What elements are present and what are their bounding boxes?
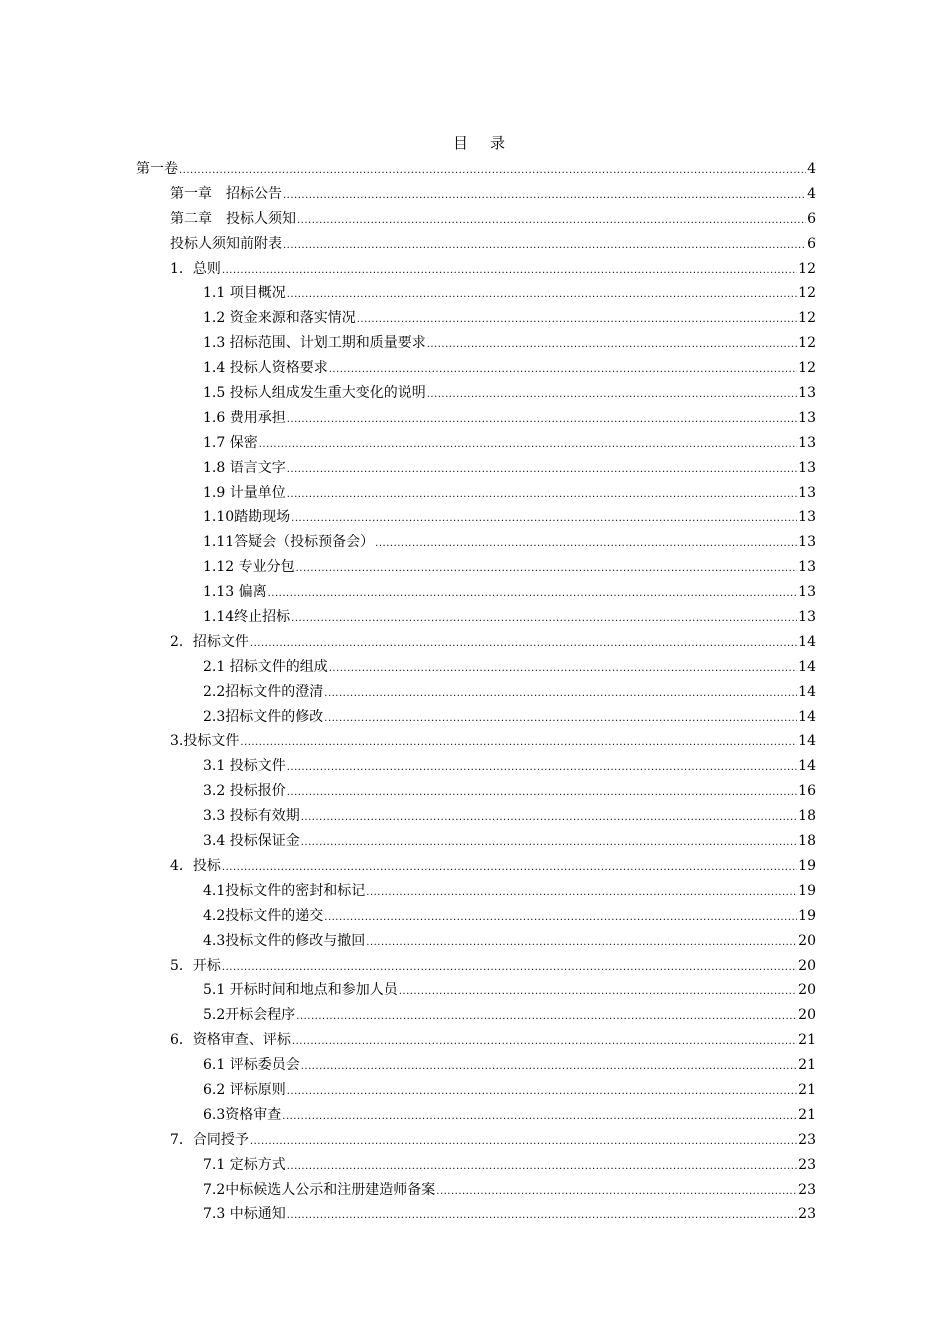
toc-dot-leader bbox=[329, 657, 797, 682]
toc-entry[interactable] bbox=[136, 754, 816, 779]
toc-entry[interactable] bbox=[136, 1078, 816, 1103]
toc-entry-label: 6．资格审查、评标 bbox=[170, 1032, 291, 1049]
toc-entry-page-number: 21 bbox=[798, 1081, 816, 1098]
toc-entry-label: 3.投标文件 bbox=[170, 733, 240, 750]
toc-entry-page-number: 21 bbox=[798, 1057, 816, 1074]
toc-dot-leader bbox=[427, 333, 797, 358]
toc-entry[interactable] bbox=[136, 1003, 816, 1028]
toc-entry[interactable] bbox=[136, 456, 816, 481]
toc-entry-label: 7．合同授予 bbox=[170, 1131, 249, 1148]
toc-entry-page-number: 13 bbox=[798, 484, 816, 501]
toc-entry-page-number: 19 bbox=[798, 907, 816, 924]
toc-entry-label: 1.10踏勘现场 bbox=[203, 509, 291, 526]
toc-entry[interactable] bbox=[136, 331, 816, 356]
toc-entry-page-number: 13 bbox=[798, 409, 816, 426]
toc-dot-leader bbox=[250, 632, 797, 657]
toc-entry[interactable] bbox=[136, 978, 816, 1003]
toc-entry[interactable] bbox=[136, 431, 816, 456]
toc-entry-label: 1.5 投标人组成发生重大变化的说明 bbox=[203, 385, 426, 402]
toc-entry-label: 5．开标 bbox=[170, 957, 221, 974]
toc-entry-page-number: 14 bbox=[798, 708, 816, 725]
toc-dot-leader bbox=[301, 1055, 797, 1080]
toc-entry-page-number: 13 bbox=[798, 509, 816, 526]
toc-entry-label: 1.3 招标范围、计划工期和质量要求 bbox=[203, 335, 426, 352]
toc-entry[interactable] bbox=[136, 381, 816, 406]
toc-entry[interactable] bbox=[136, 257, 816, 282]
toc-dot-leader bbox=[375, 532, 797, 557]
toc-entry-page-number: 14 bbox=[798, 683, 816, 700]
toc-entry-page-number: 13 bbox=[798, 385, 816, 402]
toc-entry[interactable] bbox=[136, 854, 816, 879]
toc-dot-leader bbox=[324, 682, 797, 707]
toc-dot-leader bbox=[222, 259, 797, 284]
toc-entry-label: 4.1投标文件的密封和标记 bbox=[203, 882, 366, 899]
toc-entry-label: 2．招标文件 bbox=[170, 633, 249, 650]
toc-dot-leader bbox=[287, 1155, 797, 1180]
toc-entry[interactable] bbox=[136, 680, 816, 705]
toc-entry-page-number: 19 bbox=[798, 857, 816, 874]
toc-entry[interactable] bbox=[136, 481, 816, 506]
toc-entry-label: 1.13 偏离 bbox=[203, 584, 267, 601]
toc-entry-label: 第一章 招标公告 bbox=[170, 185, 282, 202]
toc-entry-label: 3.1 投标文件 bbox=[203, 758, 286, 775]
toc-entry-label: 1.4 投标人资格要求 bbox=[203, 360, 328, 377]
toc-entry[interactable] bbox=[136, 306, 816, 331]
toc-dot-leader bbox=[297, 209, 806, 234]
toc-entry-page-number: 20 bbox=[798, 932, 816, 949]
toc-dot-leader bbox=[222, 856, 797, 881]
toc-dot-leader bbox=[324, 707, 797, 732]
toc-entry[interactable] bbox=[136, 904, 816, 929]
toc-entry[interactable] bbox=[136, 281, 816, 306]
toc-dot-leader bbox=[287, 1080, 797, 1105]
toc-entry-label: 1.12 专业分包 bbox=[203, 559, 295, 576]
toc-entry[interactable] bbox=[136, 779, 816, 804]
toc-entry[interactable] bbox=[136, 232, 816, 257]
toc-entry-page-number: 13 bbox=[798, 534, 816, 551]
toc-entry-page-number: 23 bbox=[798, 1131, 816, 1148]
toc-entry-page-number: 21 bbox=[798, 1032, 816, 1049]
toc-entry-label: 1.2 资金来源和落实情况 bbox=[203, 310, 356, 327]
toc-entry-page-number: 23 bbox=[798, 1206, 816, 1223]
toc-entry-label: 4.2投标文件的递交 bbox=[203, 907, 324, 924]
toc-dot-leader bbox=[282, 1105, 797, 1130]
toc-entry-page-number: 4 bbox=[807, 185, 816, 202]
toc-entry[interactable] bbox=[136, 1178, 816, 1203]
toc-entry-label: 4.3投标文件的修改与撤回 bbox=[203, 932, 366, 949]
toc-entry-label: 3.4 投标保证金 bbox=[203, 833, 300, 850]
toc-entry[interactable] bbox=[136, 655, 816, 680]
toc-entry-label: 7.1 定标方式 bbox=[203, 1156, 286, 1173]
toc-entry-label: 2.1 招标文件的组成 bbox=[203, 658, 328, 675]
toc-entry[interactable] bbox=[136, 1028, 816, 1053]
toc-dot-leader bbox=[366, 881, 797, 906]
toc-dot-leader bbox=[436, 1180, 797, 1205]
toc-entry-label: 1.8 语言文字 bbox=[203, 459, 286, 476]
toc-dot-leader bbox=[287, 781, 797, 806]
toc-entry[interactable] bbox=[136, 182, 816, 207]
toc-entry[interactable] bbox=[136, 530, 816, 555]
toc-entry[interactable] bbox=[136, 157, 816, 182]
toc-dot-leader bbox=[179, 159, 806, 184]
toc-dot-leader bbox=[296, 1005, 797, 1030]
toc-entry[interactable] bbox=[136, 1202, 816, 1227]
toc-entry-page-number: 14 bbox=[798, 733, 816, 750]
toc-entry-page-number: 20 bbox=[798, 957, 816, 974]
toc-entry-label: 6.3资格审查 bbox=[203, 1106, 282, 1123]
toc-entry-label: 1.14终止招标 bbox=[203, 609, 291, 626]
toc-entry-page-number: 21 bbox=[798, 1106, 816, 1123]
toc-entry[interactable] bbox=[136, 605, 816, 630]
toc-entry-page-number: 14 bbox=[798, 633, 816, 650]
toc-entry[interactable] bbox=[136, 406, 816, 431]
toc-entry-page-number: 18 bbox=[798, 833, 816, 850]
toc-entry-label: 1．总则 bbox=[170, 260, 221, 277]
toc-entry-label: 6.2 评标原则 bbox=[203, 1081, 286, 1098]
toc-entry[interactable] bbox=[136, 505, 816, 530]
toc-entry[interactable] bbox=[136, 929, 816, 954]
toc-dot-leader bbox=[240, 731, 797, 756]
toc-dot-leader bbox=[427, 383, 797, 408]
toc-dot-leader bbox=[287, 283, 797, 308]
toc-entry[interactable] bbox=[136, 207, 816, 232]
toc-entry-page-number: 16 bbox=[798, 783, 816, 800]
toc-dot-leader bbox=[301, 831, 797, 856]
toc-entry-label: 投标人须知前附表 bbox=[170, 235, 282, 252]
toc-entry[interactable] bbox=[136, 555, 816, 580]
toc-dot-leader bbox=[287, 458, 797, 483]
toc-dot-leader bbox=[283, 234, 806, 259]
toc-entry-page-number: 23 bbox=[798, 1156, 816, 1173]
toc-dot-leader bbox=[222, 956, 797, 981]
toc-entry-page-number: 13 bbox=[798, 434, 816, 451]
toc-entry-page-number: 4 bbox=[807, 161, 816, 177]
toc-dot-leader bbox=[329, 358, 797, 383]
toc-entry-label: 1.6 费用承担 bbox=[203, 409, 286, 426]
toc-dot-leader bbox=[287, 1204, 797, 1229]
toc-entry-label: 6.1 评标委员会 bbox=[203, 1057, 300, 1074]
toc-entry-label: 1.7 保密 bbox=[203, 434, 258, 451]
toc-entry-label: 4．投标 bbox=[170, 857, 221, 874]
toc-entry-page-number: 18 bbox=[798, 808, 816, 825]
toc-dot-leader bbox=[292, 1030, 797, 1055]
toc-entry-label: 2.2招标文件的澄清 bbox=[203, 683, 324, 700]
toc-entry-label: 7.2中标候选人公示和注册建造师备案 bbox=[203, 1181, 436, 1198]
toc-dot-leader bbox=[268, 582, 798, 607]
toc-entry-page-number: 13 bbox=[798, 459, 816, 476]
toc-entry[interactable] bbox=[136, 804, 816, 829]
toc-entry-page-number: 6 bbox=[807, 210, 816, 227]
toc-dot-leader bbox=[287, 756, 797, 781]
toc-dot-leader bbox=[287, 483, 797, 508]
toc-entry-page-number: 13 bbox=[798, 584, 816, 601]
toc-dot-leader bbox=[357, 308, 797, 333]
toc-entry-page-number: 12 bbox=[798, 360, 816, 377]
toc-entry[interactable] bbox=[136, 630, 816, 655]
toc-entry-label: 3.3 投标有效期 bbox=[203, 808, 300, 825]
toc-entry-label: 5.1 开标时间和地点和参加人员 bbox=[203, 982, 398, 999]
toc-entry-label: 5.2开标会程序 bbox=[203, 1007, 296, 1024]
toc-entry-page-number: 20 bbox=[798, 982, 816, 999]
toc-entry-page-number: 6 bbox=[807, 235, 816, 252]
toc-entry-page-number: 13 bbox=[798, 559, 816, 576]
toc-entry[interactable] bbox=[136, 1128, 816, 1153]
toc-dot-leader bbox=[301, 806, 797, 831]
toc-dot-leader bbox=[296, 557, 798, 582]
toc-entry-page-number: 20 bbox=[798, 1007, 816, 1024]
toc-dot-leader bbox=[291, 607, 797, 632]
toc-entry-page-number: 13 bbox=[798, 609, 816, 626]
toc-entry-page-number: 19 bbox=[798, 882, 816, 899]
toc-dot-leader bbox=[259, 433, 797, 458]
toc-entry[interactable] bbox=[136, 729, 816, 754]
toc-entry-page-number: 12 bbox=[798, 285, 816, 302]
toc-entry-label: 1.11答疑会（投标预备会） bbox=[203, 534, 375, 551]
toc-entry-label: 1.1 项目概况 bbox=[203, 285, 286, 302]
toc-dot-leader bbox=[250, 1130, 797, 1155]
toc-entry[interactable] bbox=[136, 705, 816, 730]
toc-entry[interactable] bbox=[136, 829, 816, 854]
toc-entry-label: 3.2 投标报价 bbox=[203, 783, 286, 800]
toc-entry-label: 1.9 计量单位 bbox=[203, 484, 286, 501]
toc-dot-leader bbox=[283, 184, 806, 209]
toc-entry-page-number: 12 bbox=[798, 260, 816, 277]
toc-entry[interactable] bbox=[136, 356, 816, 381]
toc-entry-page-number: 12 bbox=[798, 335, 816, 352]
toc-entry-page-number: 14 bbox=[798, 758, 816, 775]
toc-entry-page-number: 23 bbox=[798, 1181, 816, 1198]
toc-entry-label: 第二章 投标人须知 bbox=[170, 210, 296, 227]
toc-entry-page-number: 14 bbox=[798, 658, 816, 675]
toc-entry-label: 2.3招标文件的修改 bbox=[203, 708, 324, 725]
toc-entry[interactable] bbox=[136, 879, 816, 904]
toc-entry[interactable] bbox=[136, 1053, 816, 1078]
toc-dot-leader bbox=[324, 906, 797, 931]
toc-entry[interactable] bbox=[136, 1153, 816, 1178]
toc-entry-page-number: 12 bbox=[798, 310, 816, 327]
toc-entry[interactable] bbox=[136, 954, 816, 979]
toc-dot-leader bbox=[366, 931, 797, 956]
toc-entry-label: 7.3 中标通知 bbox=[203, 1206, 286, 1223]
toc-dot-leader bbox=[399, 980, 797, 1005]
toc-dot-leader bbox=[287, 408, 797, 433]
toc-entry[interactable] bbox=[136, 580, 816, 605]
toc-title: 目录 bbox=[452, 134, 527, 152]
toc-entry[interactable] bbox=[136, 1103, 816, 1128]
toc-dot-leader bbox=[291, 507, 797, 532]
table-of-contents bbox=[136, 157, 816, 1227]
toc-entry-label: 第一卷 bbox=[136, 161, 178, 177]
